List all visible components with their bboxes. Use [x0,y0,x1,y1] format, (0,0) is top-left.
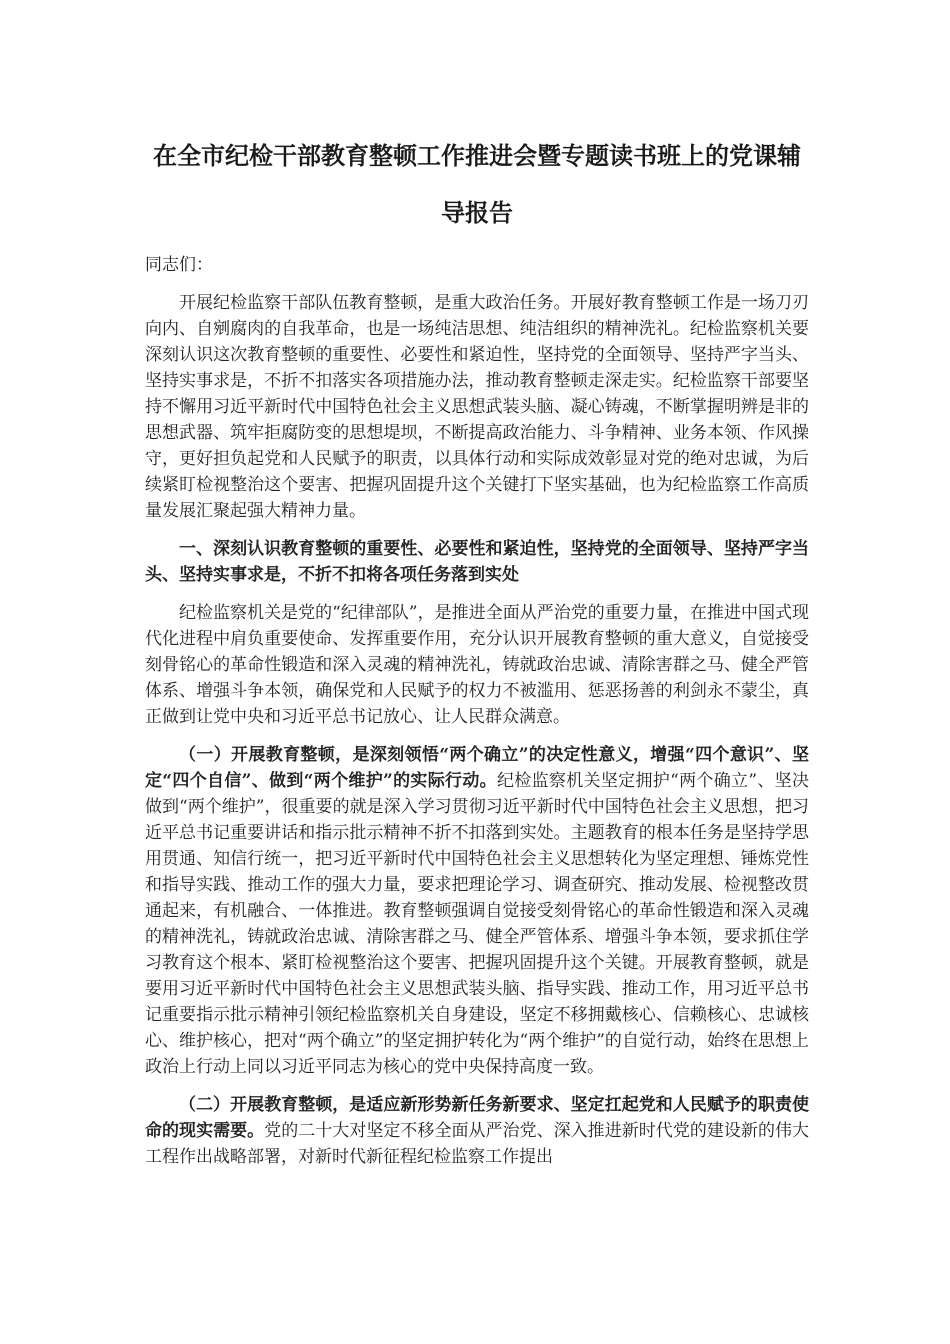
title-line-2: 导报告 [441,199,513,227]
subsection-1-paragraph [145,742,809,1080]
subsection-1-lead: （一）开展教育整顿，是深刻领悟“两个确立”的决定性意义，增强“四个意识”、坚定“四个自信”、做到“两个维护”的实际行动。 [145,745,809,791]
subsection-2-lead: （二）开展教育整顿，是适应新形势新任务新要求、坚定扛起党和人民赋予的职责使命的现实需要。 [145,1095,809,1141]
section-1-paragraph: 纪检监察机关是党的“纪律部队”，是推进全面从严治党的重要力量，在推进中国式现代化进程中肩负重要使命、发挥重要作用，充分认识开展教育整顿的重大意义，自觉接受刻骨铭心的革命性锻造和深入灵魂的精神洗礼，铸就政治忠诚、清除害群之马、健全严管体系、增强斗争本领，确保党和人民赋予的权力不被滥用、惩恶扬善的利剑永不蒙尘，真正做到让党中央和习近平总书记放心、让人民群众满意。 [145,603,809,727]
document-page [145,128,809,1182]
subsection-2-body: 党的二十大对坚定不移全面从严治党、深入推进新时代党的建设新的伟大工程作出战略部署，对新时代新征程纪检监察工作提出 [145,1121,810,1167]
document-title [145,128,809,242]
section-1-heading: 一、深刻认识教育整顿的重要性、必要性和紧迫性，坚持党的全面领导、坚持严字当头、坚持实事求是，不折不扣将各项任务落到实处 [145,539,809,585]
title-line-1: 在全市纪检干部教育整顿工作推进会暨专题读书班上的党课辅 [153,142,801,170]
intro-paragraph: 开展纪检监察干部队伍教育整顿，是重大政治任务。开展好教育整顿工作是一场刀刃向内、自剜腐肉的自我革命，也是一场纯洁思想、纯洁组织的精神洗礼。纪检监察机关要深刻认识这次教育整顿的重要性、必要性和紧迫性，坚持党的全面领导、坚持严字当头、坚持实事求是，不折不扣落实各项措施办法，推动教育整顿走深走实。纪检监察干部要坚持不懈用习近平新时代中国特色社会主义思想武装头脑、凝心铸魂，不断掌握明辨是非的思想武器、筑牢拒腐防变的思想堤坝，不断提高政治能力、斗争精神、业务本领、作风操守，更好担负起党和人民赋予的职责，以具体行动和实际成效彰显对党的绝对忠诚，为后续紧盯检视整治这个要害、把握巩固提升这个关键打下坚实基础，也为纪检监察工作高质量发展汇聚起强大精神力量。 [145,293,809,521]
subsection-2-paragraph [145,1092,809,1170]
salutation: 同志们： [145,255,213,275]
subsection-1-body: 纪检监察机关坚定拥护“两个确立”、坚决做到“两个维护”，很重要的就是深入学习贯彻习近平新时代中国特色社会主义思想，把习近平总书记重要讲话和指示批示精神不折不扣落到实处。主题教育的根本任务是坚持学思用贯通、知信行统一，把习近平新时代中国特色社会主义思想转化为坚定理想、锤炼党性和指导实践、推动工作的强大力量，要求把理论学习、调查研究、推动发展、检视整改贯通起来，有机融合、一体推进。教育整顿强调自觉接受刻骨铭心的革命性锻造和深入灵魂的精神洗礼，铸就政治忠诚、清除害群之马、健全严管体系、增强斗争本领，要求抓住学习教育这个根本、紧盯检视整治这个要害、把握巩固提升这个关键。开展教育整顿，就是要用习近平新时代中国特色社会主义思想武装头脑、指导实践、推动工作，用习近平总书记重要指示批示精神引领纪检监察机关自身建设，坚定不移拥戴核心、信赖核心、忠诚核心、维护核心，把对“两个确立”的坚定拥护转化为“两个维护”的自觉行动，始终在思想上政治上行动上同以习近平同志为核心的党中央保持高度一致。 [145,771,809,1077]
